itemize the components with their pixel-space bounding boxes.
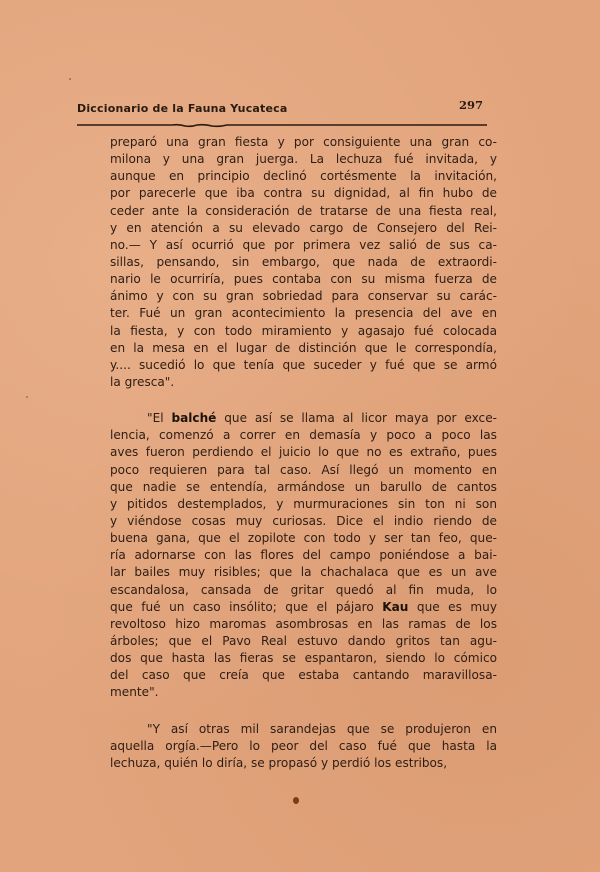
text-line: sillas, pensando, sin embargo, que nada de extraordi- (110, 254, 497, 269)
running-title: Diccionario de la Fauna Yucateca (77, 102, 288, 115)
text-line: ría adornarse con las flores del campo poniéndose a bai- (110, 548, 497, 563)
text-line: y viéndose cosas muy curiosas. Dice el indio riendo de (110, 513, 497, 528)
text-line: preparó una gran fiesta y por consiguiente una gran co- (110, 135, 497, 149)
text-line: aves fueron perdiendo el juicio lo que no es extraño, pues (110, 445, 497, 460)
text-line: mente". (110, 685, 159, 700)
ink-speck (293, 797, 299, 804)
running-head (77, 98, 483, 120)
paragraph (110, 134, 497, 391)
bold-term: Kau (382, 599, 409, 614)
text-line: y pitidos destemplados, y murmuraciones sin ton ni son (110, 496, 497, 511)
paragraph (110, 721, 497, 772)
text-line: aunque en principio declinó cortésmente la invitación, (110, 169, 497, 184)
text-line: no.— Y así ocurrió que por primera vez salió de sus ca- (110, 237, 497, 252)
text-line: que nadie se entendía, armándose un barullo de cantos (110, 479, 497, 494)
text-line: "Y así otras mil sarandejas que se produjeron en (147, 721, 497, 736)
text-line: lechuza, quién lo diría, se propasó y perdió los estribos, (110, 755, 448, 770)
text-line: por parecerle que iba contra su dignidad, al fin hubo de (110, 186, 497, 201)
text-line: lar bailes muy risibles; que la chachalaca que es un ave (110, 565, 497, 580)
text-line: poco requieren para tal caso. Así llegó un momento en (110, 462, 497, 477)
header-rule (77, 122, 487, 128)
body-text (110, 134, 497, 772)
text-line: y.... sucedió lo que tenía que suceder y fué que se armó (110, 357, 497, 372)
text-line: que fué un caso insólito; que el pájaro Kau que es muy (110, 599, 497, 614)
ink-speck (69, 78, 71, 80)
paragraph-gap (110, 702, 497, 721)
text-line: aquella orgía.—Pero lo peor del caso fué que hasta la (110, 738, 497, 753)
bold-term: balché (171, 411, 217, 426)
text-line: árboles; que el Pavo Real estuvo dando gritos tan agu- (110, 633, 497, 648)
page-number: 297 (458, 98, 483, 112)
text-line: nario le ocurriría, pues contaba con su misma fuerza de (110, 272, 497, 287)
text-line: ánimo y con su gran sobriedad para conservar su carác- (110, 289, 497, 304)
text-line: milona y una gran juerga. La lechuza fué invitada, y (110, 152, 497, 167)
text-line: y en atención a su elevado cargo de Consejero del Rei- (110, 220, 497, 235)
text-line: buena gana, que el zopilote con todo y ser tan feo, que- (110, 531, 497, 546)
text-line: la fiesta, y con todo miramiento y agasajo fué colocada (110, 323, 497, 338)
ink-speck (26, 396, 28, 398)
text-line: ter. Fué un gran acontecimiento la presencia del ave en (110, 306, 497, 321)
text-line: ceder ante la consideración de tratarse de una fiesta real, (110, 203, 497, 218)
text-line: lencia, comenzó a correr en demasía y poco a poco las (110, 428, 497, 443)
text-line: dos que hasta las fieras se espantaron, siendo lo cómico (110, 651, 497, 666)
paragraph (110, 410, 497, 701)
text-line: "El balché que así se llama al licor maya por exce- (147, 411, 497, 426)
text-line: escandalosa, cansada de gritar quedó al fin muda, lo (110, 582, 497, 597)
paragraph-gap (110, 391, 497, 410)
text-line: en la mesa en el lugar de distinción que le correspondía, (110, 340, 497, 355)
text-line: revoltoso hizo maromas asombrosas en las ramas de los (110, 616, 497, 631)
text-line: la gresca". (110, 374, 175, 389)
text-line: del caso que creía que estaba cantando maravillosa- (110, 668, 497, 683)
